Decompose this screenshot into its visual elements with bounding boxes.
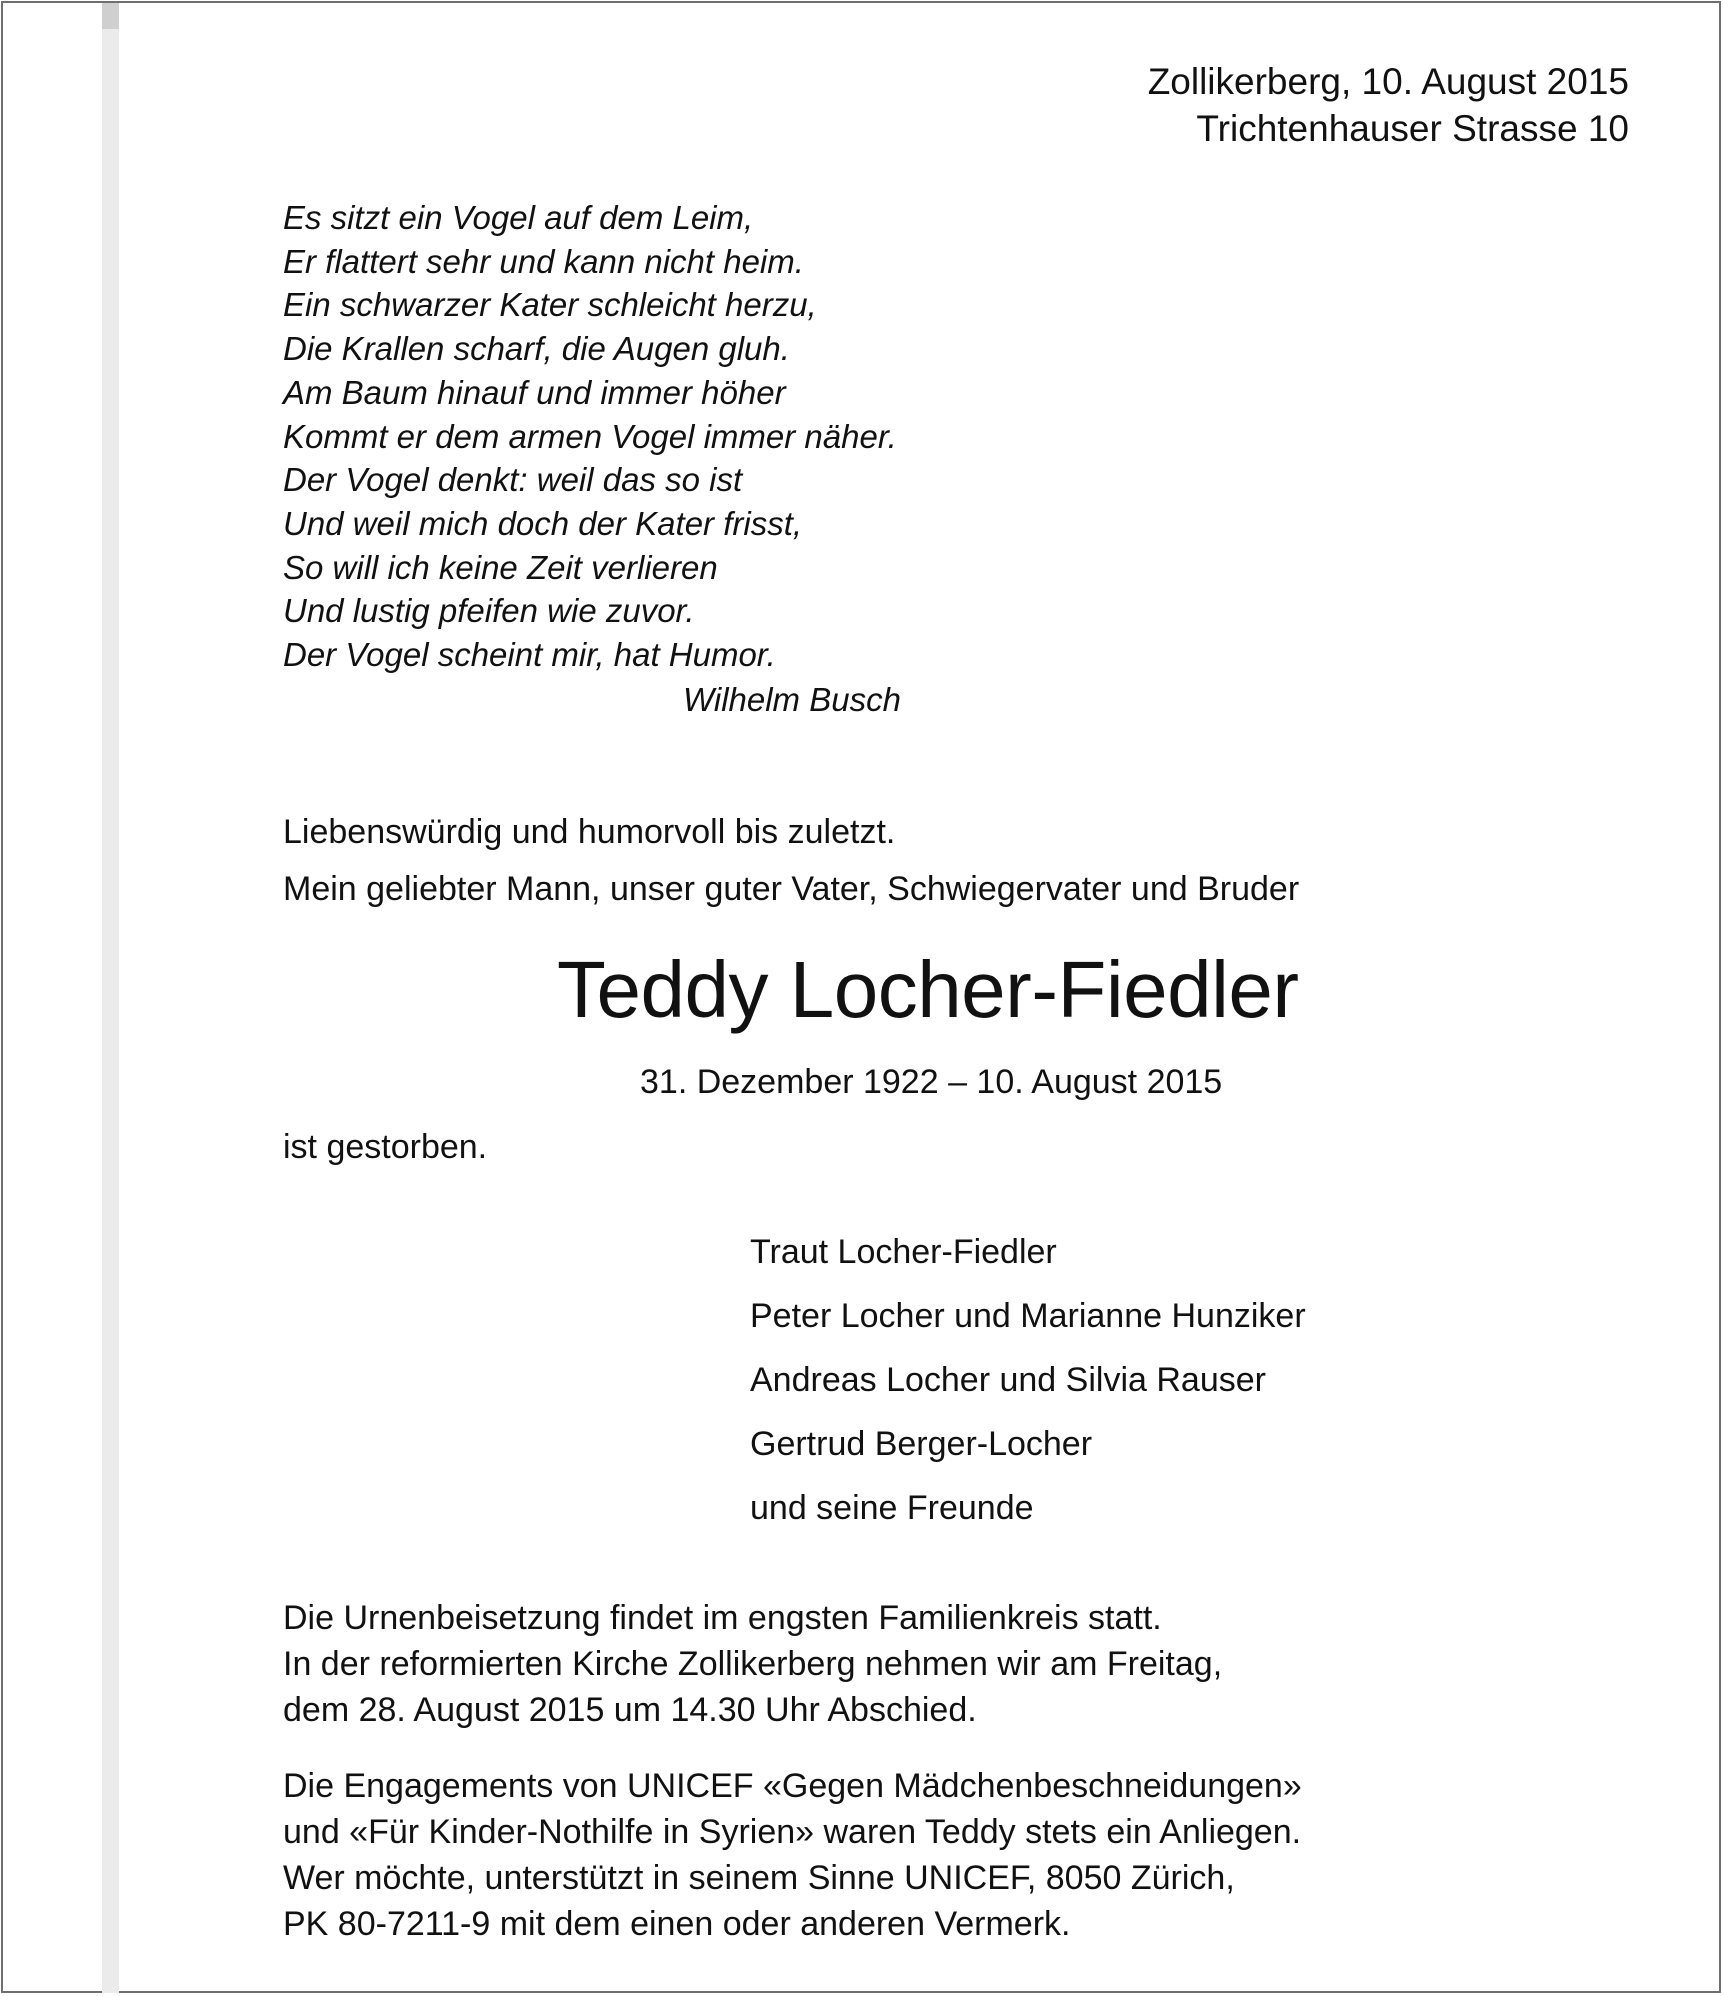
donation-line: und «Für Kinder-Nothilfe in Syrien» waren Teddy stets ein Anliegen. — [283, 1813, 1302, 1851]
poem-line: Der Vogel denkt: weil das so ist — [283, 461, 743, 499]
burial-line: Die Urnenbeisetzung findet im engsten Familienkreis statt. — [283, 1599, 1162, 1637]
poem-line: Der Vogel scheint mir, hat Humor. — [283, 636, 776, 674]
intro-line-2: Mein geliebter Mann, unser guter Vater, Schwiegervater und Bruder — [283, 870, 1300, 908]
burial-line: dem 28. August 2015 um 14.30 Uhr Abschied. — [283, 1691, 977, 1729]
left-margin-bar-cap — [102, 3, 119, 29]
address: Trichtenhauser Strasse 10 — [1196, 108, 1629, 149]
poem-line: So will ich keine Zeit verlieren — [283, 548, 718, 586]
mourner-name: Peter Locher und Marianne Hunziker — [750, 1297, 1306, 1335]
donation-notice — [283, 1763, 1302, 1947]
poem-line: Er flattert sehr und kann nicht heim. — [283, 242, 804, 280]
burial-line: In der reformierten Kirche Zollikerberg nehmen wir am Freitag, — [283, 1645, 1223, 1683]
poem-line: Und lustig pfeifen wie zuvor. — [283, 592, 695, 630]
poem — [283, 196, 897, 677]
donation-line: Wer möchte, unterstützt in seinem Sinne UNICEF, 8050 Zürich, — [283, 1859, 1235, 1897]
poem-line: Es sitzt ein Vogel auf dem Leim, — [283, 199, 754, 236]
mourner-name: Gertrud Berger-Locher — [750, 1425, 1093, 1463]
mourner-name: und seine Freunde — [750, 1489, 1034, 1527]
poem-line: Am Baum hinauf und immer höher — [283, 373, 786, 411]
header-block — [1148, 58, 1629, 152]
intro-text — [283, 804, 1299, 918]
intro-line-1: Liebenswürdig und humorvoll bis zuletzt. — [283, 813, 896, 851]
mourners-list — [750, 1220, 1306, 1540]
burial-notice — [283, 1595, 1222, 1733]
mourner-name: Traut Locher-Fiedler — [750, 1233, 1057, 1271]
poem-line: Kommt er dem armen Vogel immer näher. — [283, 417, 897, 455]
mourner-name: Andreas Locher und Silvia Rauser — [750, 1361, 1266, 1399]
donation-line: PK 80-7211-9 mit dem einen oder anderen Vermerk. — [283, 1905, 1071, 1943]
left-margin-bar — [102, 3, 119, 1993]
donation-line: Die Engagements von UNICEF «Gegen Mädchenbeschneidungen» — [283, 1767, 1302, 1805]
life-dates: 31. Dezember 1922 – 10. August 2015 — [640, 1063, 1223, 1101]
poem-author: Wilhelm Busch — [683, 681, 901, 718]
poem-line: Die Krallen scharf, die Augen gluh. — [283, 330, 790, 368]
place-date: Zollikerberg, 10. August 2015 — [1147, 61, 1629, 102]
poem-line: Und weil mich doch der Kater frisst, — [283, 504, 803, 542]
deceased-name: Teddy Locher-Fiedler — [557, 945, 1299, 1034]
poem-line: Ein schwarzer Kater schleicht herzu, — [283, 286, 817, 324]
died-text: ist gestorben. — [283, 1128, 488, 1166]
